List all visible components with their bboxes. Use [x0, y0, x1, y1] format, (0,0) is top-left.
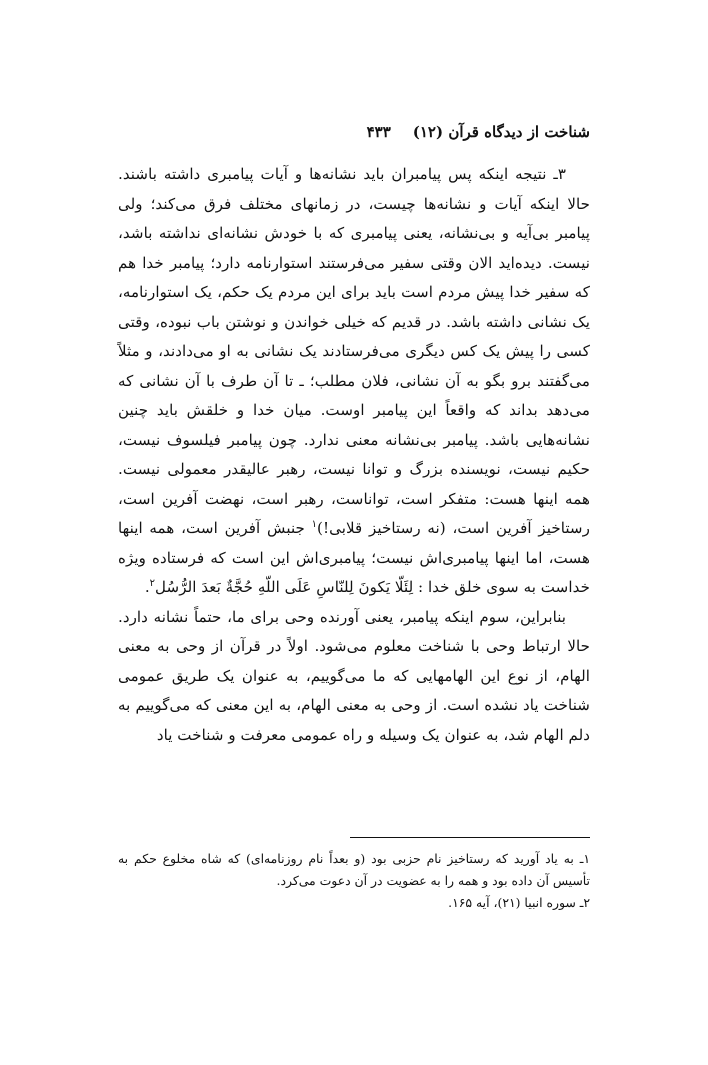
running-title: شناخت از دیدگاه قرآن (۱۲) [412, 123, 590, 141]
paragraph-2-text: بنابراین، سوم اینکه پیامبر، یعنی آورنده وحی برای ما، حتماً نشانه دارد. حالا ارتباط وحی با شناخت معلوم می‌شود. اولاً در قرآن از وحی به معنی الهام، از نوع این الهامهایی که ما می‌گوییم، به عنوان یک طریق عمومی شناخت یاد نشده است. از وحی به معنی الهام، به این معنی که می‌گوییم به دلم الهام شد، به عنوان یک وسیله و راه عمومی معرفت و شناخت یاد [118, 607, 590, 744]
paragraph-1-end: . [144, 578, 150, 596]
paragraph-1-text: ۳ـ نتیجه اینکه پس پیامبران باید نشانه‌ها و آیات پیامبری داشته باشند. حالا اینکه آیات و نشانه‌ها چیست، در زمانهای مختلف فرق می‌کند؛ ولی پیامبر بی‌آیه و بی‌نشانه، یعنی پیامبری که با خودش نشانه‌ای نداشته باشد، نیست. دیده‌اید الان وقتی سفیر می‌فرستند استوارنامه دارد؛ پیامبر خدا هم که سفیر خدا پیش مردم است باید برای این مردم یک حکم، یک استوارنامه، یک نشانی داشته باشد. در قدیم که خیلی خواندن و نوشتن باب نبوده، وقتی کسی را پیش یک کس دیگری می‌فرستادند یک نشانی به او می‌دادند، و مثلاً می‌گفتند برو بگو به آن نشانی، فلان مطلب؛ ـ تا آن طرف با آن نشانی که می‌دهد بداند که واقعاً این پیامبر اوست. میان خدا و خلقش باید چنین نشانه‌هایی باشد. پیامبر بی‌نشانه معنی ندارد. چون پیامبر فیلسوف نیست، حکیم نیست، نویسنده بزرگ و توانا نیست، رهبر عالیقدر معمولی نیست. همه اینها هست: متفکر است، تواناست، رهبر است، نهضت آفرین است، رستاخیز آفرین است، (نه رستاخیز قلابی!) [118, 165, 590, 537]
paragraph-2 [118, 603, 590, 751]
footnote-1: ۱ـ به یاد آورید که رستاخیز نام حزبی بود (و بعداً نام روزنامه‌ای) که شاه مخلوع حکم به تأسیس آن داده بود و همه را به عضویت در آن دعوت می‌کرد. [118, 851, 590, 888]
footnote-2: ۲ـ سوره انبیا (۲۱)، آیه ۱۶۵. [448, 895, 590, 910]
footnote-ref-2: ۲ [149, 577, 156, 589]
paragraph-1-text-continued: جنبش آفرین است، همه اینها هست، اما اینها پیامبری‌اش نیست؛ پیامبری‌اش این است که فرستاده ویژه خداست به سوی خلق خدا : لِئَلّا یَکونَ لِلنّاسِ عَلَی اللّهِ حُجَّةٌ بَعدَ الرُّسُل [118, 519, 590, 596]
paragraph-1 [118, 160, 590, 603]
running-header [118, 120, 590, 144]
main-text [118, 160, 590, 750]
footnotes [118, 848, 590, 914]
page-number: ۴۳۳ [366, 123, 391, 141]
footnote-separator [350, 837, 590, 838]
footnote-ref-1: ۱ [311, 518, 318, 530]
